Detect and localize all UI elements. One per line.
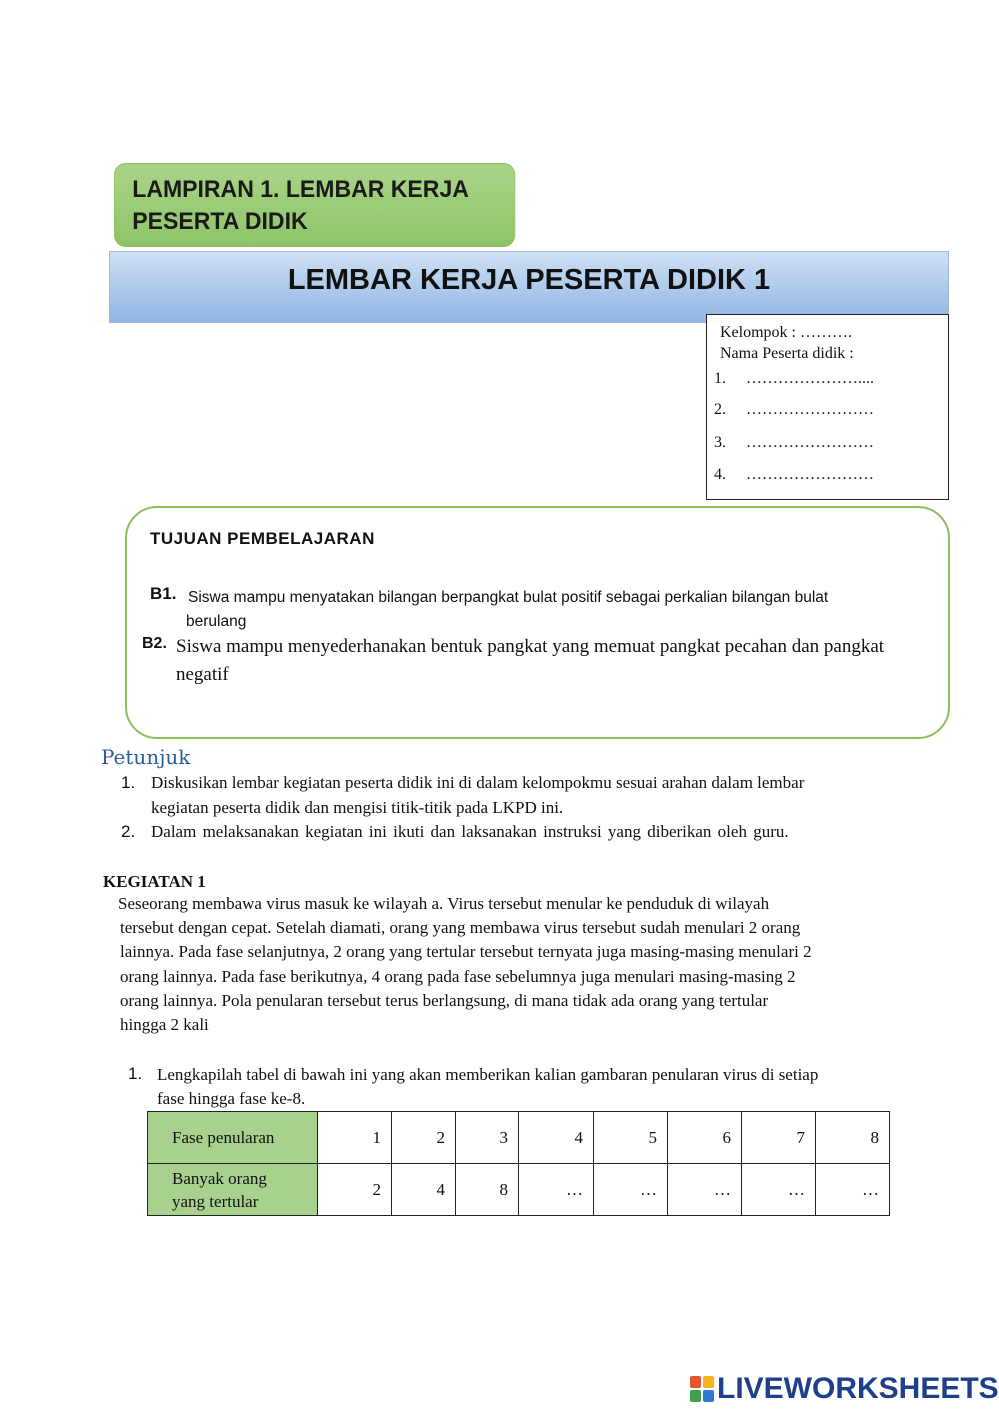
student-number: 1. bbox=[714, 370, 726, 387]
activity-line: orang lainnya. Pada fase berikutnya, 4 orang pada fase sebelumnya juga menulari masing-masing 2 bbox=[120, 966, 796, 986]
objective-b2-label: B2. bbox=[142, 635, 167, 652]
student-name-row[interactable] bbox=[714, 370, 874, 388]
table-cell: 7 bbox=[742, 1112, 816, 1164]
table-cell: 3 bbox=[456, 1112, 519, 1164]
table-row-header-line1: Banyak orang bbox=[172, 1168, 267, 1188]
table-cell: 6 bbox=[668, 1112, 742, 1164]
student-name-row[interactable] bbox=[714, 401, 874, 419]
answer-cell[interactable]: … bbox=[519, 1164, 594, 1216]
student-blank: …………………… bbox=[746, 401, 874, 418]
activity-line: orang lainnya. Pola penularan tersebut terus berlangsung, di mana tidak ada orang yang tertular bbox=[120, 990, 769, 1010]
instruction-item-1-line2: kegiatan peserta didik dan mengisi titik-titik pada LKPD ini. bbox=[151, 798, 564, 817]
attachment-tag-line2: PESERTA DIDIK bbox=[132, 208, 308, 235]
table-cell: 1 bbox=[318, 1112, 392, 1164]
liveworksheets-logo-icon bbox=[690, 1376, 714, 1402]
instructions-heading: Petunjuk bbox=[101, 745, 191, 769]
student-number: 2. bbox=[714, 401, 726, 418]
objective-b1-line2: berulang bbox=[186, 613, 247, 630]
table-cell: 2 bbox=[318, 1164, 392, 1216]
activity-paragraph bbox=[118, 892, 898, 1037]
instruction-item-1-line1: Diskusikan lembar kegiatan peserta didik ini di dalam kelompokmu sesuai arahan dalam lembar bbox=[151, 773, 805, 792]
instruction-item-2-line1: Dalam melaksanakan kegiatan ini ikuti dan laksanakan instruksi yang diberikan oleh guru. bbox=[151, 822, 789, 841]
answer-cell[interactable]: … bbox=[816, 1164, 890, 1216]
table-cell: 5 bbox=[594, 1112, 668, 1164]
question-number: 1. bbox=[128, 1064, 143, 1083]
table-cell: 8 bbox=[456, 1164, 519, 1216]
learning-objectives-title: TUJUAN PEMBELAJARAN bbox=[150, 529, 375, 548]
objective-b2-text: Siswa mampu menyederhanakan bentuk pangkat yang memuat pangkat pecahan dan pangkat negatif bbox=[176, 636, 885, 685]
attachment-tag bbox=[114, 163, 515, 247]
table-row bbox=[148, 1164, 890, 1216]
group-info-box bbox=[706, 314, 949, 500]
instruction-number: 1. bbox=[121, 773, 136, 792]
virus-spread-table bbox=[147, 1111, 890, 1216]
activity-line: tersebut dengan cepat. Setelah diamati, orang yang membawa virus tersebut sudah menulari 2 orang bbox=[120, 918, 801, 938]
student-number: 4. bbox=[714, 466, 726, 483]
attachment-tag-line1: LAMPIRAN 1. LEMBAR KERJA bbox=[132, 176, 469, 203]
table-cell: 2 bbox=[392, 1112, 456, 1164]
activity-line: Seseorang membawa virus masuk ke wilayah a. Virus tersebut menular ke penduduk di wilayah bbox=[118, 894, 770, 913]
table-row-header bbox=[148, 1164, 318, 1216]
objective-b1-label: B1. bbox=[150, 584, 177, 603]
student-names-label: Nama Peserta didik : bbox=[720, 345, 854, 362]
liveworksheets-logo-text: LIVEWORKSHEETS bbox=[717, 1372, 999, 1405]
liveworksheets-logo bbox=[690, 1373, 999, 1405]
group-label: Kelompok : ………. bbox=[720, 324, 852, 341]
student-blank: …………………… bbox=[746, 434, 874, 451]
answer-cell[interactable]: … bbox=[594, 1164, 668, 1216]
student-name-row[interactable] bbox=[714, 466, 874, 484]
table-row bbox=[148, 1112, 890, 1164]
answer-cell[interactable]: … bbox=[742, 1164, 816, 1216]
question-line1: Lengkapilah tabel di bawah ini yang akan memberikan kalian gambaran penularan virus di setiap bbox=[157, 1065, 819, 1084]
activity-line: lainnya. Pada fase selanjutnya, 2 orang yang tertular tersebut ternyata juga masing-masing menulari 2 bbox=[120, 942, 812, 962]
table-cell: 4 bbox=[392, 1164, 456, 1216]
activity-title: KEGIATAN 1 bbox=[103, 872, 206, 891]
student-blank: …………………… bbox=[746, 466, 874, 483]
activity-line: hingga 2 kali bbox=[120, 1015, 209, 1035]
question-text bbox=[157, 1063, 818, 1111]
objective-b1-line1: Siswa mampu menyatakan bilangan berpangkat bulat positif sebagai perkalian bilangan bulat bbox=[188, 589, 829, 606]
worksheet-title: LEMBAR KERJA PESERTA DIDIK 1 bbox=[109, 251, 949, 323]
student-blank: ………………….... bbox=[746, 370, 874, 387]
student-name-row[interactable] bbox=[714, 434, 874, 452]
instruction-number: 2. bbox=[121, 822, 136, 841]
student-number: 3. bbox=[714, 434, 726, 451]
table-cell: 8 bbox=[816, 1112, 890, 1164]
table-cell: 4 bbox=[519, 1112, 594, 1164]
question-line2: fase hingga fase ke-8. bbox=[157, 1089, 306, 1108]
objective-b1-text bbox=[188, 586, 908, 634]
table-row-header: Fase penularan bbox=[148, 1112, 318, 1164]
table-row-header-line2: yang tertular bbox=[172, 1191, 259, 1211]
answer-cell[interactable]: … bbox=[668, 1164, 742, 1216]
